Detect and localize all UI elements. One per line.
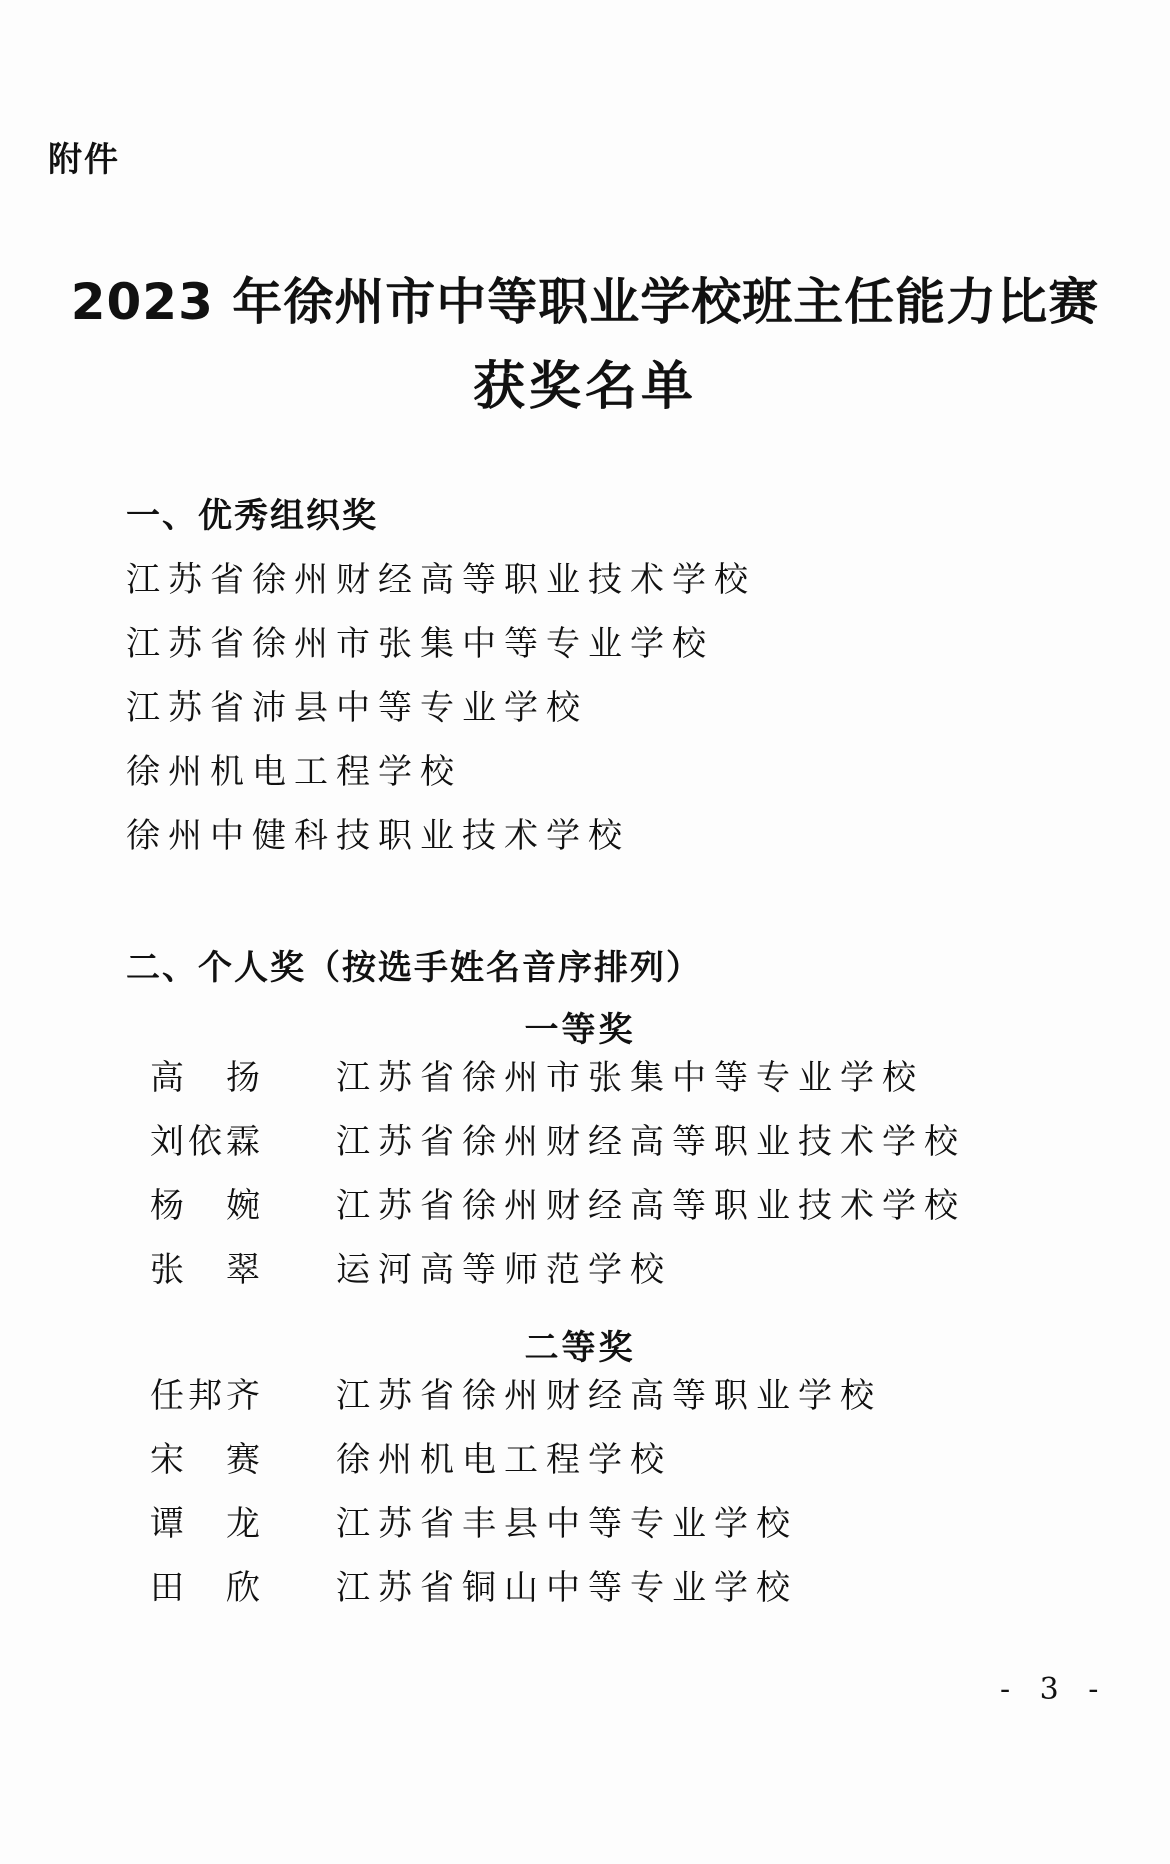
section-heading-individual-award: 二、个人奖（按选手姓名音序排列） [126, 948, 702, 988]
list-item: 江苏省徐州财经高等职业技术学校 [126, 560, 756, 600]
list-item: 徐州机电工程学校 [126, 752, 462, 792]
list-item: 江苏省沛县中等专业学校 [126, 688, 588, 728]
winner-name: 张 翠 [150, 1250, 264, 1290]
list-item: 江苏省徐州市张集中等专业学校 [126, 624, 714, 664]
winner-school: 江苏省铜山中等专业学校 [336, 1568, 798, 1608]
winner-name: 杨 婉 [150, 1186, 264, 1226]
winner-school: 江苏省丰县中等专业学校 [336, 1504, 798, 1544]
winner-school: 江苏省徐州财经高等职业学校 [336, 1376, 882, 1416]
table-row [150, 1556, 882, 1620]
winner-school: 运河高等师范学校 [336, 1250, 672, 1290]
table-row [150, 1492, 882, 1556]
winner-school: 江苏省徐州财经高等职业技术学校 [336, 1122, 966, 1162]
table-row [150, 1364, 882, 1428]
winner-name: 高 扬 [150, 1058, 264, 1098]
second-prize-winners [150, 1364, 882, 1620]
winner-school: 江苏省徐州市张集中等专业学校 [336, 1058, 924, 1098]
table-row [150, 1174, 966, 1238]
first-prize-heading: 一等奖 [524, 1010, 636, 1050]
table-row [150, 1046, 966, 1110]
list-item: 徐州中健科技职业技术学校 [126, 816, 630, 856]
attachment-label: 附件 [48, 140, 120, 180]
page-number: - 3 - [1000, 1672, 1109, 1707]
document-title-line2: 获奖名单 [472, 357, 697, 417]
winner-school: 徐州机电工程学校 [336, 1440, 672, 1480]
winner-name: 任邦齐 [150, 1376, 264, 1416]
winner-school: 江苏省徐州财经高等职业技术学校 [336, 1186, 966, 1226]
winner-name: 刘依霖 [150, 1122, 264, 1162]
table-row [150, 1110, 966, 1174]
first-prize-winners [150, 1046, 966, 1302]
section-heading-organization-award: 一、优秀组织奖 [126, 496, 378, 536]
second-prize-heading: 二等奖 [524, 1328, 636, 1368]
document-title-line1: 2023 年徐州市中等职业学校班主任能力比赛 [70, 273, 1100, 331]
table-row [150, 1238, 966, 1302]
table-row [150, 1428, 882, 1492]
winner-name: 宋 赛 [150, 1440, 264, 1480]
organization-award-list [126, 548, 756, 868]
winner-name: 田 欣 [150, 1568, 264, 1608]
winner-name: 谭 龙 [150, 1504, 264, 1544]
